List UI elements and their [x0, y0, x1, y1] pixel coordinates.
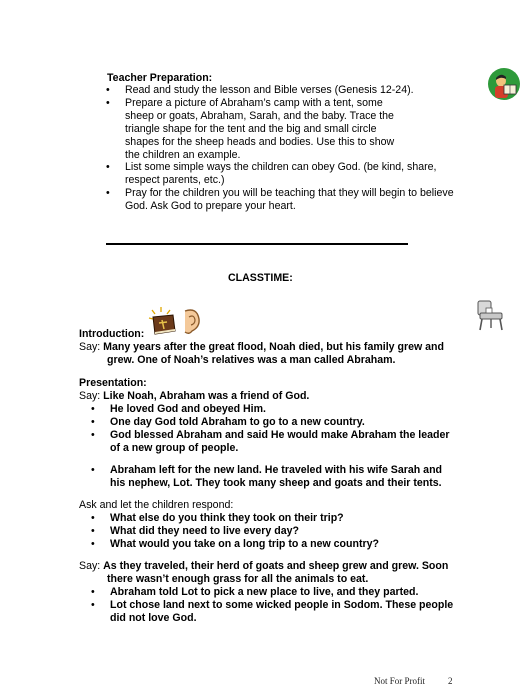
intro-text-line1: Many years after the great flood, Noah died, but his family grew and	[103, 341, 444, 353]
presentation-say-text: Like Noah, Abraham was a friend of God.	[103, 390, 310, 402]
say2-line1	[79, 560, 448, 573]
prep-item-2-line1: • Prepare a picture of Abraham’s camp with a tent, some	[125, 97, 383, 110]
chair-icon	[476, 299, 506, 331]
presentation-say	[79, 390, 309, 403]
prep-item-2-line5: the children an example.	[125, 149, 241, 161]
presentation-heading: Presentation:	[79, 377, 147, 389]
say2-line2: there wasn’t enough grass for all the animals to eat.	[107, 573, 369, 585]
prep-item-3-line2: respect parents, etc.)	[125, 174, 225, 186]
presentation-bullet-3-line1: • God blessed Abraham and said He would make Abraham the leader	[110, 429, 450, 442]
prep-item-2-line4: shapes for the sheep heads and bodies. Use this to show	[125, 136, 395, 148]
say2-bullet-2-line2: did not love God.	[110, 612, 197, 624]
say2-text-line1: As they traveled, their herd of goats and sheep grew and grew. Soon	[103, 560, 449, 572]
introduction-heading: Introduction:	[79, 328, 145, 340]
ask-bullet-1: • What else do you think they took on their trip?	[110, 512, 344, 525]
prep-item-3-line1: • List some simple ways the children can obey God. (be kind, share,	[125, 161, 437, 174]
section-divider	[106, 243, 408, 245]
classtime-heading: CLASSTIME:	[228, 272, 293, 284]
say-label: Say:	[79, 390, 104, 402]
intro-line2: grew. One of Noah’s relatives was a man called Abraham.	[107, 354, 396, 366]
prep-item-2-line3: triangle shape for the tent and the big and small circle	[125, 123, 377, 135]
presentation-bullet-4-line2: his nephew, Lot. They took many sheep and goats and their tents.	[110, 477, 442, 489]
say-label: Say:	[79, 341, 104, 353]
prep-item-2-line2: sheep or goats, Abraham, Sarah, and the baby. Trace the	[125, 110, 394, 122]
say-label: Say:	[79, 560, 104, 572]
prep-item-4-line2: God. Ask God to prepare your heart.	[125, 200, 296, 212]
footer-note: Not For Profit	[374, 676, 426, 686]
teacher-reading-icon	[487, 67, 521, 101]
ask-text: Ask and let the children respond:	[79, 499, 234, 511]
ask-bullet-3: • What would you take on a long trip to a new country?	[110, 538, 379, 551]
say2-bullet-1: • Abraham told Lot to pick a new place to live, and they parted.	[110, 586, 418, 599]
presentation-bullet-2: • One day God told Abraham to go to a new country.	[110, 416, 365, 429]
presentation-bullet-1: • He loved God and obeyed Him.	[110, 403, 266, 416]
ask-bullet-2: • What did they need to live every day?	[110, 525, 299, 538]
teacher-prep-heading: Teacher Preparation:	[107, 72, 213, 84]
bible-ear-icon	[147, 305, 205, 337]
intro-line1	[79, 341, 444, 354]
say2-bullet-2-line1: • Lot chose land next to some wicked people in Sodom. These people	[110, 599, 453, 612]
prep-item-1-line1: • Read and study the lesson and Bible verses (Genesis 12-24).	[125, 84, 414, 97]
prep-item-4-line1: • Pray for the children you will be teaching that they will begin to believe	[125, 187, 454, 200]
page-number: 2	[448, 676, 453, 686]
presentation-bullet-4-line1: • Abraham left for the new land. He traveled with his wife Sarah and	[110, 464, 442, 477]
presentation-bullet-3-line2: of a new group of people.	[110, 442, 239, 454]
